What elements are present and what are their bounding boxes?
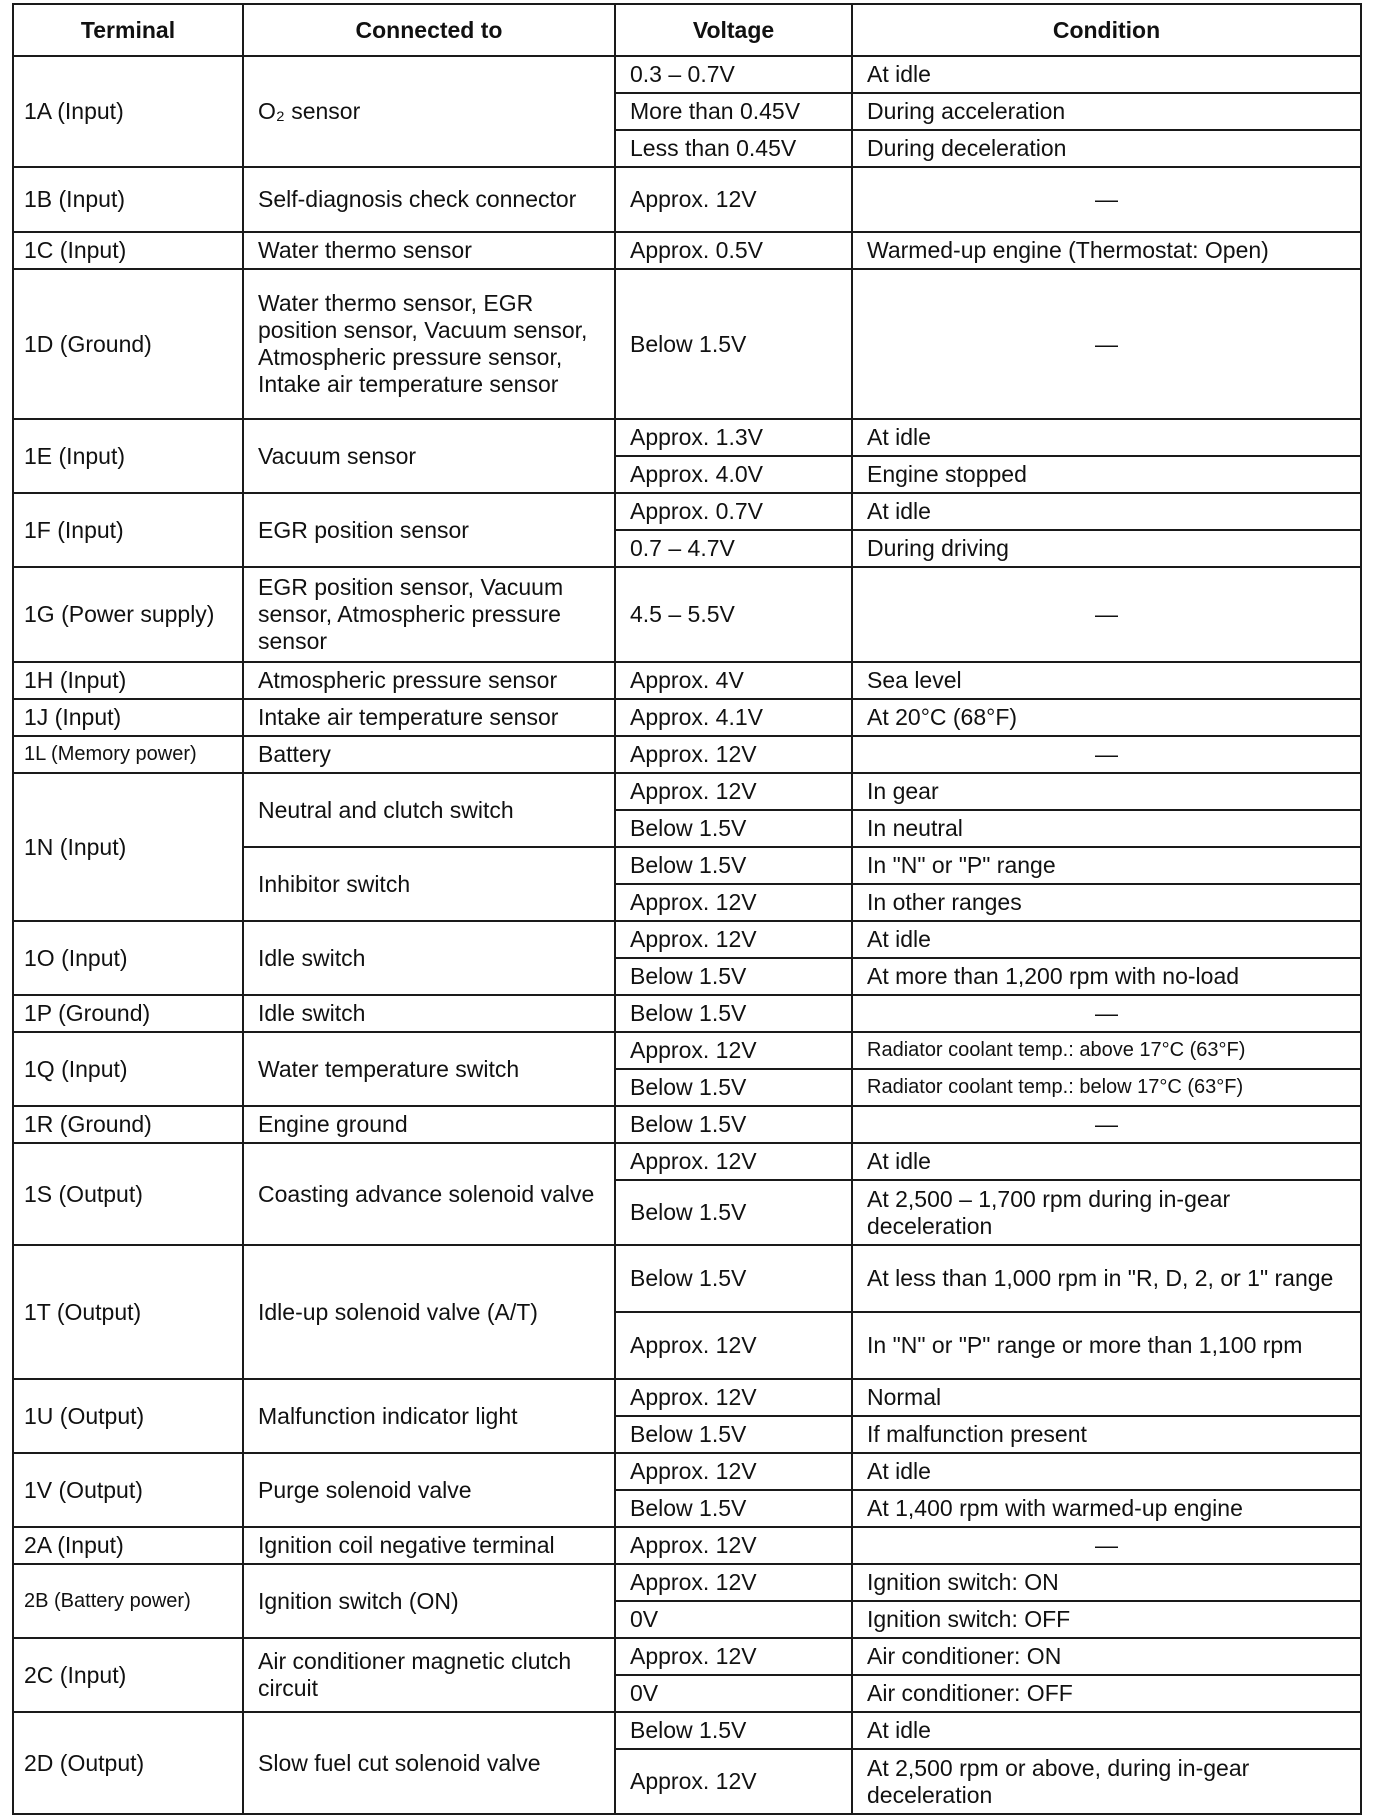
terminal-cell: 1F (Input) <box>13 493 243 567</box>
condition-cell: At 1,400 rpm with warmed-up engine <box>852 1490 1361 1527</box>
voltage-cell: Approx. 4.1V <box>615 699 852 736</box>
connected-to-cell: Vacuum sensor <box>243 419 615 493</box>
table-row <box>13 1143 1361 1180</box>
condition-cell: Ignition switch: ON <box>852 1564 1361 1601</box>
voltage-cell: 0.7 – 4.7V <box>615 530 852 567</box>
terminal-cell: 1O (Input) <box>13 921 243 995</box>
condition-cell: At idle <box>852 921 1361 958</box>
voltage-cell: Below 1.5V <box>615 1416 852 1453</box>
terminal-cell: 1V (Output) <box>13 1453 243 1527</box>
terminal-cell: 1D (Ground) <box>13 269 243 419</box>
table-row <box>13 1032 1361 1069</box>
condition-cell: At idle <box>852 493 1361 530</box>
table-row <box>13 1379 1361 1416</box>
condition-cell: Sea level <box>852 662 1361 699</box>
terminal-cell: 1T (Output) <box>13 1245 243 1379</box>
terminal-cell: 1C (Input) <box>13 232 243 269</box>
terminal-cell: 1Q (Input) <box>13 1032 243 1106</box>
connected-to-cell: Atmospheric pressure sensor <box>243 662 615 699</box>
voltage-cell: Approx. 12V <box>615 884 852 921</box>
terminal-cell: 1H (Input) <box>13 662 243 699</box>
condition-cell: At 2,500 – 1,700 rpm during in-gear deceleration <box>852 1180 1361 1245</box>
voltage-cell: Approx. 12V <box>615 1379 852 1416</box>
condition-cell: At 2,500 rpm or above, during in-gear deceleration <box>852 1749 1361 1814</box>
table-row <box>13 1564 1361 1601</box>
condition-cell: During acceleration <box>852 93 1361 130</box>
table-row <box>13 995 1361 1032</box>
table-row <box>13 269 1361 419</box>
table-row <box>13 493 1361 530</box>
connected-to-cell: Idle-up solenoid valve (A/T) <box>243 1245 615 1379</box>
terminal-cell: 1P (Ground) <box>13 995 243 1032</box>
condition-cell: In "N" or "P" range or more than 1,100 rpm <box>852 1312 1361 1379</box>
voltage-cell: Approx. 12V <box>615 1143 852 1180</box>
voltage-cell: Approx. 12V <box>615 921 852 958</box>
voltage-cell: Approx. 12V <box>615 1453 852 1490</box>
voltage-cell: Below 1.5V <box>615 847 852 884</box>
header-voltage: Voltage <box>615 4 852 56</box>
terminal-cell: 1N (Input) <box>13 773 243 921</box>
condition-cell: — <box>852 1527 1361 1564</box>
table-row <box>13 1453 1361 1490</box>
voltage-cell: Below 1.5V <box>615 1180 852 1245</box>
condition-cell: — <box>852 1106 1361 1143</box>
voltage-cell: Approx. 12V <box>615 1527 852 1564</box>
condition-cell: Air conditioner: OFF <box>852 1675 1361 1712</box>
voltage-cell: Below 1.5V <box>615 1069 852 1106</box>
terminal-cell: 1A (Input) <box>13 56 243 167</box>
table-row <box>13 1712 1361 1749</box>
condition-cell: Engine stopped <box>852 456 1361 493</box>
voltage-cell: Approx. 0.7V <box>615 493 852 530</box>
connected-to-cell: Ignition switch (ON) <box>243 1564 615 1638</box>
table-row <box>13 167 1361 232</box>
condition-cell: At idle <box>852 419 1361 456</box>
condition-cell: At idle <box>852 1712 1361 1749</box>
condition-cell: — <box>852 736 1361 773</box>
terminal-cell: 1J (Input) <box>13 699 243 736</box>
table-row <box>13 662 1361 699</box>
condition-cell: At idle <box>852 56 1361 93</box>
voltage-cell: Approx. 4V <box>615 662 852 699</box>
terminal-cell: 1B (Input) <box>13 167 243 232</box>
condition-cell: Radiator coolant temp.: below 17°C (63°F) <box>852 1069 1361 1106</box>
table-row <box>13 419 1361 456</box>
voltage-cell: 0V <box>615 1601 852 1638</box>
table-row <box>13 56 1361 93</box>
terminal-cell: 1R (Ground) <box>13 1106 243 1143</box>
voltage-cell: Below 1.5V <box>615 810 852 847</box>
voltage-cell: Below 1.5V <box>615 1712 852 1749</box>
voltage-cell: 0V <box>615 1675 852 1712</box>
condition-cell: — <box>852 167 1361 232</box>
condition-cell: Ignition switch: OFF <box>852 1601 1361 1638</box>
connected-to-cell: Air conditioner magnetic clutch circuit <box>243 1638 615 1712</box>
condition-cell: At idle <box>852 1453 1361 1490</box>
voltage-cell: Below 1.5V <box>615 269 852 419</box>
voltage-cell: 0.3 – 0.7V <box>615 56 852 93</box>
voltage-cell: Approx. 12V <box>615 167 852 232</box>
voltage-cell: 4.5 – 5.5V <box>615 567 852 662</box>
voltage-cell: Approx. 0.5V <box>615 232 852 269</box>
condition-cell: In neutral <box>852 810 1361 847</box>
voltage-cell: Approx. 12V <box>615 736 852 773</box>
condition-cell: At idle <box>852 1143 1361 1180</box>
connected-to-cell: EGR position sensor <box>243 493 615 567</box>
condition-cell: During deceleration <box>852 130 1361 167</box>
connected-to-cell: Purge solenoid valve <box>243 1453 615 1527</box>
voltage-cell: Below 1.5V <box>615 995 852 1032</box>
condition-cell: Air conditioner: ON <box>852 1638 1361 1675</box>
terminal-cell: 2A (Input) <box>13 1527 243 1564</box>
condition-cell: Warmed-up engine (Thermostat: Open) <box>852 232 1361 269</box>
header-connected-to: Connected to <box>243 4 615 56</box>
terminal-cell: 1E (Input) <box>13 419 243 493</box>
terminal-cell: 1G (Power supply) <box>13 567 243 662</box>
condition-cell: — <box>852 995 1361 1032</box>
voltage-cell: Less than 0.45V <box>615 130 852 167</box>
voltage-cell: Approx. 1.3V <box>615 419 852 456</box>
terminal-voltage-table <box>12 3 1362 1815</box>
table-row <box>13 1638 1361 1675</box>
condition-cell: During driving <box>852 530 1361 567</box>
voltage-cell: More than 0.45V <box>615 93 852 130</box>
terminal-cell: 1S (Output) <box>13 1143 243 1245</box>
voltage-cell: Below 1.5V <box>615 1245 852 1312</box>
voltage-cell: Approx. 12V <box>615 1749 852 1814</box>
condition-cell: Normal <box>852 1379 1361 1416</box>
table-row <box>13 699 1361 736</box>
connected-to-cell: Neutral and clutch switch <box>243 773 615 847</box>
voltage-cell: Below 1.5V <box>615 1106 852 1143</box>
terminal-cell: 2C (Input) <box>13 1638 243 1712</box>
connected-to-cell: Water thermo sensor, EGR position sensor, Vacuum sensor, Atmospheric pressure sensor, Intake air temperature sensor <box>243 269 615 419</box>
table-row <box>13 1106 1361 1143</box>
condition-cell: At 20°C (68°F) <box>852 699 1361 736</box>
voltage-cell: Approx. 12V <box>615 1312 852 1379</box>
terminal-cell: 1U (Output) <box>13 1379 243 1453</box>
table-row <box>13 773 1361 810</box>
voltage-cell: Approx. 12V <box>615 1564 852 1601</box>
terminal-voltage-table-sheet <box>12 3 1360 1815</box>
condition-cell: In gear <box>852 773 1361 810</box>
connected-to-cell: Self-diagnosis check connector <box>243 167 615 232</box>
voltage-cell: Below 1.5V <box>615 1490 852 1527</box>
table-row <box>13 1527 1361 1564</box>
condition-cell: If malfunction present <box>852 1416 1361 1453</box>
connected-to-cell: Malfunction indicator light <box>243 1379 615 1453</box>
voltage-cell: Approx. 12V <box>615 773 852 810</box>
condition-cell: At less than 1,000 rpm in "R, D, 2, or 1" range <box>852 1245 1361 1312</box>
connected-to-cell: O₂ sensor <box>243 56 615 167</box>
connected-to-cell: Idle switch <box>243 995 615 1032</box>
voltage-cell: Below 1.5V <box>615 958 852 995</box>
terminal-cell: 1L (Memory power) <box>13 736 243 773</box>
terminal-cell: 2B (Battery power) <box>13 1564 243 1638</box>
condition-cell: In "N" or "P" range <box>852 847 1361 884</box>
table-row <box>13 921 1361 958</box>
table-row <box>13 736 1361 773</box>
connected-to-cell: Slow fuel cut solenoid valve <box>243 1712 615 1814</box>
connected-to-cell: Coasting advance solenoid valve <box>243 1143 615 1245</box>
table-row <box>13 567 1361 662</box>
connected-to-cell: Ignition coil negative terminal <box>243 1527 615 1564</box>
connected-to-cell: Water temperature switch <box>243 1032 615 1106</box>
condition-cell: — <box>852 269 1361 419</box>
condition-cell: — <box>852 567 1361 662</box>
condition-cell: Radiator coolant temp.: above 17°C (63°F) <box>852 1032 1361 1069</box>
connected-to-cell: EGR position sensor, Vacuum sensor, Atmospheric pressure sensor <box>243 567 615 662</box>
connected-to-cell: Inhibitor switch <box>243 847 615 921</box>
header-terminal: Terminal <box>13 4 243 56</box>
connected-to-cell: Idle switch <box>243 921 615 995</box>
connected-to-cell: Battery <box>243 736 615 773</box>
voltage-cell: Approx. 4.0V <box>615 456 852 493</box>
terminal-cell: 2D (Output) <box>13 1712 243 1814</box>
connected-to-cell: Water thermo sensor <box>243 232 615 269</box>
connected-to-cell: Engine ground <box>243 1106 615 1143</box>
condition-cell: In other ranges <box>852 884 1361 921</box>
voltage-cell: Approx. 12V <box>615 1032 852 1069</box>
voltage-cell: Approx. 12V <box>615 1638 852 1675</box>
table-row <box>13 1245 1361 1312</box>
header-condition: Condition <box>852 4 1361 56</box>
condition-cell: At more than 1,200 rpm with no-load <box>852 958 1361 995</box>
connected-to-cell: Intake air temperature sensor <box>243 699 615 736</box>
header-row <box>13 4 1361 56</box>
table-row <box>13 232 1361 269</box>
